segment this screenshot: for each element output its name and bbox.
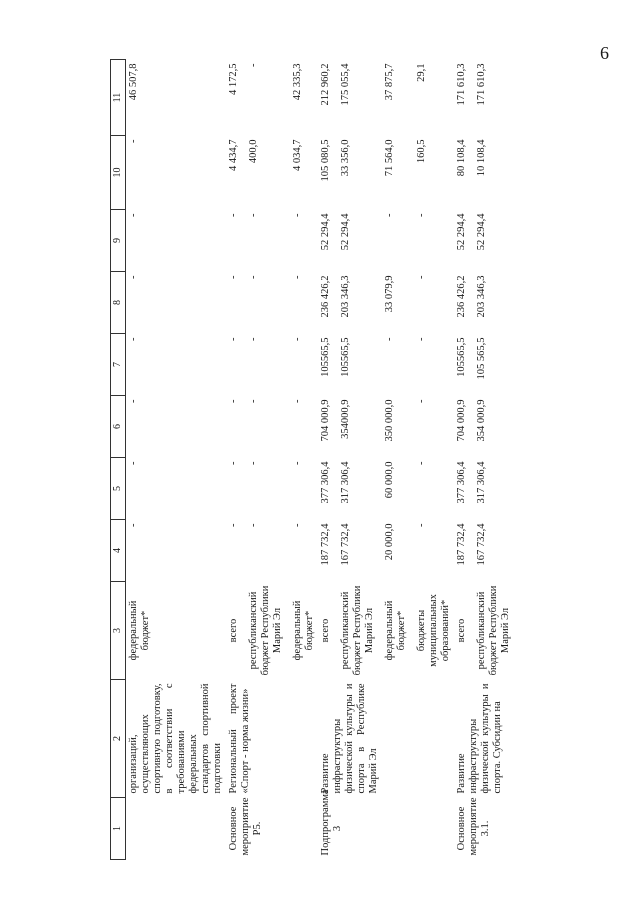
amount-cell — [126, 520, 227, 582]
amount-value: 52 294,4 — [456, 213, 467, 251]
spacer — [468, 524, 476, 578]
amount-value: 236 426,2 — [320, 275, 331, 318]
page-number: 6 — [600, 43, 609, 63]
amount-value: 171 610,3 — [476, 63, 487, 106]
spacer — [408, 586, 416, 676]
program-status-cell: Подпрограмма 3 — [320, 789, 343, 856]
amount-value: 4 034,7 — [292, 139, 303, 171]
funding-source-label: бюджеты муниципальных образований* — [416, 594, 451, 667]
amount-value: - — [128, 337, 139, 341]
amount-value: 167 732,4 — [476, 523, 487, 566]
amount-value: 46 507,8 — [128, 63, 139, 101]
spacer — [332, 276, 340, 330]
amount-cell — [226, 136, 318, 210]
column-number: 9 — [111, 210, 126, 272]
amount-value: 212 960,2 — [320, 63, 331, 106]
column-number: 1 — [111, 798, 126, 860]
amount-value: - — [292, 461, 303, 465]
amount-cell — [226, 520, 318, 582]
program-name-cell: организаций, осуществляющих спортивную подготовку, в соответствии с требованиями федеральных стандартов спортивной подготовки — [128, 683, 223, 794]
amount-value: - — [248, 275, 259, 279]
amount-value: 105565,5 — [320, 337, 331, 377]
spacer — [332, 214, 340, 268]
amount-cell — [454, 272, 514, 334]
spacer — [240, 338, 248, 392]
amount-cell — [226, 458, 318, 520]
amount-value: 4 172,5 — [228, 63, 239, 95]
budget-table — [110, 59, 514, 860]
spacer — [376, 140, 384, 206]
spacer — [332, 586, 340, 676]
program-name-cell: Развитие инфраструктуры физической культуры и спорта. Субсидии на — [456, 683, 503, 794]
spacer — [408, 276, 416, 330]
amount-value: 400,0 — [248, 139, 259, 164]
amount-value: - — [416, 523, 427, 527]
column-number: 11 — [111, 60, 126, 136]
amount-value: - — [416, 213, 427, 217]
amount-value: - — [292, 523, 303, 527]
amount-cell — [318, 60, 454, 136]
funding-source-label: всего — [456, 618, 467, 643]
amount-cell — [126, 136, 227, 210]
amount-value: - — [416, 399, 427, 403]
amount-value: - — [248, 213, 259, 217]
amount-value: 187 732,4 — [456, 523, 467, 566]
amount-value: 354 000,9 — [476, 399, 487, 442]
amount-cell — [454, 396, 514, 458]
funding-source-cell — [454, 582, 514, 680]
program-name-cell: Региональный проект «Спорт - норма жизни» — [228, 683, 251, 794]
spacer — [376, 586, 384, 676]
column-number: 7 — [111, 334, 126, 396]
spacer — [376, 400, 384, 454]
amount-value: - — [248, 63, 259, 67]
amount-value: 160,5 — [416, 139, 427, 164]
amount-value: - — [228, 399, 239, 403]
amount-value: - — [416, 461, 427, 465]
spacer — [408, 64, 416, 132]
amount-value: - — [228, 275, 239, 279]
amount-value: 80 108,4 — [456, 139, 467, 177]
amount-value: 377 306,4 — [456, 461, 467, 504]
spacer — [332, 338, 340, 392]
spacer — [376, 214, 384, 268]
spacer — [240, 586, 248, 676]
spacer — [332, 462, 340, 516]
column-number: 5 — [111, 458, 126, 520]
column-number: 10 — [111, 136, 126, 210]
spacer — [284, 140, 292, 206]
spacer — [408, 338, 416, 392]
spacer — [332, 524, 340, 578]
spacer — [332, 140, 340, 206]
amount-value: 105 565,5 — [476, 337, 487, 380]
amount-value: 354000,9 — [340, 399, 351, 439]
amount-cell — [226, 60, 318, 136]
amount-value: 175 055,4 — [340, 63, 351, 106]
spacer — [468, 462, 476, 516]
funding-source-label: федеральный бюджет* — [128, 600, 151, 661]
spacer — [408, 524, 416, 578]
amount-value: - — [128, 139, 139, 143]
amount-cell — [454, 136, 514, 210]
amount-value: 704 000,9 — [320, 399, 331, 442]
amount-value: - — [248, 461, 259, 465]
spacer — [408, 140, 416, 206]
spacer — [468, 214, 476, 268]
amount-value: 105565,5 — [456, 337, 467, 377]
amount-value: 20 000,0 — [384, 523, 395, 561]
spacer — [376, 338, 384, 392]
amount-cell — [126, 210, 227, 272]
table-row — [318, 60, 454, 860]
amount-value: - — [384, 337, 395, 341]
amount-value: - — [228, 213, 239, 217]
funding-source-label: республиканский бюджет Республики Марий Эл — [248, 585, 283, 676]
column-number: 6 — [111, 396, 126, 458]
amount-value: - — [248, 523, 259, 527]
spacer — [468, 586, 476, 676]
amount-value: - — [292, 399, 303, 403]
spacer — [240, 140, 248, 206]
funding-source-cell — [126, 582, 227, 680]
amount-value: 236 426,2 — [456, 275, 467, 318]
column-number: 3 — [111, 582, 126, 680]
amount-cell — [318, 334, 454, 396]
funding-source-cell — [226, 582, 318, 680]
amount-value: - — [248, 399, 259, 403]
funding-source-label: республиканский бюджет Республики Марий Эл — [476, 585, 511, 676]
amount-value: 42 335,3 — [292, 63, 303, 101]
amount-cell — [318, 396, 454, 458]
amount-value: 105565,5 — [340, 337, 351, 377]
spacer — [408, 400, 416, 454]
amount-value: - — [128, 275, 139, 279]
spacer — [284, 214, 292, 268]
amount-cell — [454, 458, 514, 520]
amount-cell — [226, 334, 318, 396]
amount-value: - — [292, 213, 303, 217]
amount-cell — [126, 458, 227, 520]
spacer — [284, 400, 292, 454]
amount-value: 10 108,4 — [476, 139, 487, 177]
amount-value: 37 875,7 — [384, 63, 395, 101]
amount-value: 52 294,4 — [476, 213, 487, 251]
spacer — [332, 64, 340, 132]
amount-value: - — [416, 337, 427, 341]
spacer — [240, 462, 248, 516]
spacer — [468, 276, 476, 330]
spacer — [408, 214, 416, 268]
amount-value: - — [228, 337, 239, 341]
amount-value: 105 080,5 — [320, 139, 331, 182]
amount-value: 317 306,4 — [476, 461, 487, 504]
spacer — [284, 524, 292, 578]
amount-cell — [126, 272, 227, 334]
amount-value: 171 610,3 — [456, 63, 467, 106]
amount-value: 33 079,9 — [384, 275, 395, 313]
amount-value: 203 346,3 — [340, 275, 351, 318]
amount-cell — [454, 210, 514, 272]
spacer — [240, 524, 248, 578]
spacer — [284, 338, 292, 392]
amount-value: 377 306,4 — [320, 461, 331, 504]
amount-value: - — [228, 523, 239, 527]
amount-value: 33 356,0 — [340, 139, 351, 177]
program-status-cell: Основное мероприятие Р5. — [228, 797, 263, 856]
program-status-cell — [126, 798, 227, 860]
spacer — [284, 462, 292, 516]
spacer — [284, 64, 292, 132]
spacer — [468, 140, 476, 206]
amount-value: 52 294,4 — [320, 213, 331, 251]
table-row — [226, 60, 318, 860]
spacer — [468, 338, 476, 392]
spacer — [332, 400, 340, 454]
spacer — [240, 64, 248, 132]
amount-value: 167 732,4 — [340, 523, 351, 566]
funding-source-label: всего — [320, 618, 331, 643]
rotated-table-area — [110, 60, 550, 860]
spacer — [408, 462, 416, 516]
amount-value: 60 000,0 — [384, 461, 395, 499]
amount-value: 203 346,3 — [476, 275, 487, 318]
amount-value: - — [128, 399, 139, 403]
amount-value: 187 732,4 — [320, 523, 331, 566]
spacer — [468, 400, 476, 454]
amount-value: - — [248, 337, 259, 341]
table-row — [454, 60, 514, 860]
amount-cell — [454, 60, 514, 136]
column-number: 4 — [111, 520, 126, 582]
spacer — [284, 586, 292, 676]
funding-source-label: федеральный бюджет* — [384, 600, 407, 661]
amount-value: - — [292, 337, 303, 341]
amount-value: 4 434,7 — [228, 139, 239, 171]
amount-value: 71 564,0 — [384, 139, 395, 177]
spacer — [376, 524, 384, 578]
spacer — [376, 276, 384, 330]
amount-value: - — [292, 275, 303, 279]
amount-value: 29,1 — [416, 63, 427, 82]
amount-cell — [126, 60, 227, 136]
spacer — [376, 64, 384, 132]
funding-source-cell — [318, 582, 454, 680]
column-number: 2 — [111, 680, 126, 798]
amount-cell — [226, 210, 318, 272]
spacer — [240, 276, 248, 330]
column-number-row — [111, 60, 126, 860]
spacer — [240, 400, 248, 454]
amount-cell — [318, 136, 454, 210]
amount-cell — [318, 458, 454, 520]
amount-cell — [126, 334, 227, 396]
amount-cell — [318, 272, 454, 334]
funding-source-label: республиканский бюджет Республики Марий Эл — [340, 585, 375, 676]
amount-cell — [318, 210, 454, 272]
spacer — [240, 214, 248, 268]
amount-value: 350 000,0 — [384, 399, 395, 442]
table-row — [126, 60, 227, 860]
amount-value: - — [228, 461, 239, 465]
amount-cell — [226, 396, 318, 458]
column-number: 8 — [111, 272, 126, 334]
amount-cell — [126, 396, 227, 458]
amount-cell — [454, 520, 514, 582]
program-name-cell: Развитие инфраструктуры физической культуры и спорта в Республике Марий Эл — [320, 683, 379, 794]
amount-value: - — [128, 213, 139, 217]
amount-value: 704 000,9 — [456, 399, 467, 442]
amount-value: - — [416, 275, 427, 279]
amount-cell — [454, 334, 514, 396]
amount-value: - — [128, 523, 139, 527]
funding-source-label: всего — [228, 618, 239, 643]
spacer — [284, 276, 292, 330]
amount-value: - — [128, 461, 139, 465]
program-status-cell: Основное мероприятие 3.1. — [456, 797, 491, 856]
funding-source-label: федеральный бюджет* — [292, 600, 315, 661]
amount-value: 317 306,4 — [340, 461, 351, 504]
spacer — [468, 64, 476, 132]
amount-cell — [226, 272, 318, 334]
spacer — [376, 462, 384, 516]
amount-cell — [318, 520, 454, 582]
amount-value: - — [384, 213, 395, 217]
amount-value: 52 294,4 — [340, 213, 351, 251]
